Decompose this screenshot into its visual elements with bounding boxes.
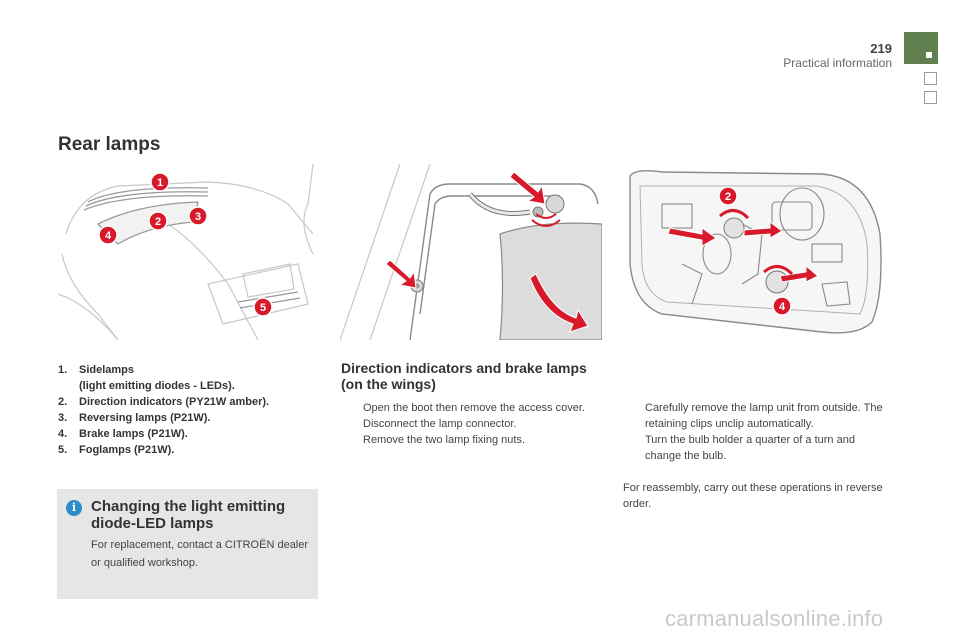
legend-number — [58, 378, 79, 394]
legend-text: Brake lamps (P21W). — [79, 428, 188, 440]
wings-steps — [341, 400, 591, 448]
info-icon: i — [66, 500, 82, 516]
legend-item — [58, 426, 328, 442]
legend-item — [58, 410, 328, 426]
led-info-box — [57, 489, 318, 599]
bullet-icon — [341, 400, 363, 416]
step-item — [341, 432, 591, 448]
tab-marker — [926, 52, 932, 58]
legend-number: 5. — [58, 444, 68, 456]
step-item — [623, 432, 893, 464]
page-title: Rear lamps — [58, 134, 161, 155]
legend-number: 3. — [58, 412, 68, 424]
rear-car-illustration — [58, 164, 320, 340]
lamp-unit-drawing — [622, 164, 884, 340]
bullet-icon — [623, 400, 645, 432]
boot-access-illustration — [340, 164, 602, 340]
step-text: Carefully remove the lamp unit from outside. The retaining clips unclip automatically. — [645, 402, 883, 430]
lamp-legend — [58, 362, 328, 458]
page-number: 219 — [870, 41, 892, 56]
bullet-icon — [623, 432, 645, 464]
step-text: Disconnect the lamp connector. — [363, 418, 517, 430]
chapter-tab-active — [904, 32, 938, 64]
rear-car-drawing — [58, 164, 320, 340]
step-item — [341, 400, 591, 416]
legend-text: Reversing lamps (P21W). — [79, 412, 211, 424]
callout-3-label: 3 — [194, 211, 202, 223]
callout-4-label: 4 — [104, 230, 112, 242]
step-item — [341, 416, 591, 432]
legend-item — [58, 378, 328, 394]
info-title: Changing the light emitting diode-LED lamps — [91, 498, 286, 532]
legend-number: 2. — [58, 396, 68, 408]
callout-5-label: 5 — [259, 302, 267, 314]
callout-1-label: 1 — [156, 177, 164, 189]
legend-number: 4. — [58, 428, 68, 440]
wings-heading: Direction indicators and brake lamps (on the wings) — [341, 360, 587, 392]
chapter-tab-box — [924, 72, 937, 85]
legend-item — [58, 362, 328, 378]
callout-2-label: 2 — [724, 191, 732, 203]
legend-text: (light emitting diodes - LEDs). — [79, 380, 235, 392]
chapter-tab-box — [924, 91, 937, 104]
info-text: For replacement, contact a CITROËN dealer or qualified workshop. — [91, 539, 309, 569]
legend-item — [58, 442, 328, 458]
legend-item — [58, 394, 328, 410]
step-text: Turn the bulb holder a quarter of a turn and change the bulb. — [645, 434, 855, 462]
section-label: Practical information — [783, 56, 892, 70]
step-item — [623, 400, 893, 432]
legend-number: 1. — [58, 364, 68, 376]
removal-steps — [623, 400, 893, 464]
watermark: carmanualsonline.info — [665, 606, 884, 631]
step-text: Remove the two lamp fixing nuts. — [363, 434, 526, 446]
callout-4-label: 4 — [778, 301, 786, 313]
lamp-unit-illustration — [622, 164, 884, 340]
boot-access-drawing — [340, 164, 602, 340]
bullet-icon — [341, 416, 363, 432]
legend-text: Direction indicators (PY21W amber). — [79, 396, 270, 408]
callout-2-label: 2 — [154, 216, 162, 228]
reassembly-note: For reassembly, carry out these operations in reverse order. — [623, 482, 883, 510]
legend-text: Foglamps (P21W). — [79, 444, 175, 456]
legend-text: Sidelamps — [79, 364, 135, 376]
bullet-icon — [341, 432, 363, 448]
step-text: Open the boot then remove the access cover. — [363, 402, 585, 414]
